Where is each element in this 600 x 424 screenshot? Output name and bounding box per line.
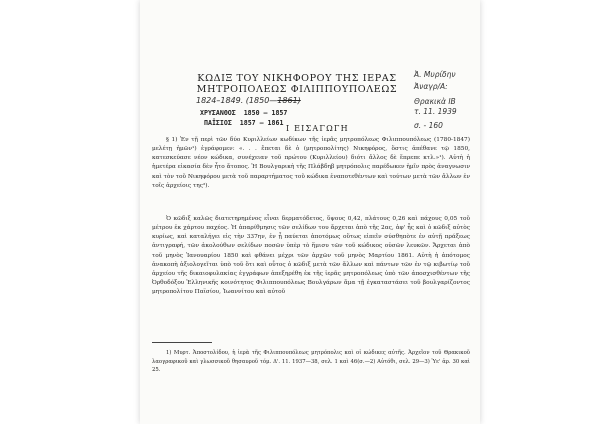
footnote: 1) Μυρτ. Ἀποστολίδου, ἡ ἱερὰ τῆς Φιλιππουπόλεως μητρόπολις καὶ οἱ κώδικες αὐτῆς. Ἀρχεῖον τοῦ Θρακικοῦ λαογραφικοῦ καὶ γλωσσικοῦ θησαυροῦ τόμ. Δ'. 11. 1937—38, σελ. 1 καὶ 46(σ.—2) Αὐτόθι, σελ. 29—3) Ὑε' ἀρ. 30 καὶ 25.: [152, 350, 470, 374]
margin-note-author: Ἀ. Μυρίδην: [414, 70, 456, 79]
paragraph-2: Ὁ κῶδιξ καλῶς διατετηρημένος εἶναι δερματόδετος, ὕψους 0,42, πλάτους 0,26 καὶ πάχους 0,05 τοῦ μέτρου ἐκ χάρτου παχέος. Ἡ ἀπαρίθμησις τῶν σελίδων του ἄρχεται ἀπὸ τῆς 2ας, ἀφ' ἧς καὶ ὁ κῶδιξ αὐτὸς κυρίως, καὶ καταλήγει εἰς τὴν 337ην, ἐν ᾗ παύεται ἀποτόμως οὕτως εἰπεῖν σύσθηπὸτε ἐν αὐτῇ πράξεως ἀντιγραφή, τῶν ἀκολούθων σελίδων ποσῶν ὑπὲρ τὸ ἥμισυ τῶν τοῦ κώδικος οὐσῶν λευκῶν. Ἄρχεται ἀπὸ τοῦ μηνὸς Ἰανουαρίου 1850 καὶ φθάνει μέχρι τῶν ἀρχῶν τοῦ μηνὸς Μαρτίου 1861. Αὐτὴ ἡ ἀπότομος ἀνακοπὴ ἀξιολογεῖται ὑπὸ τοῦ ὅτι καὶ οὗτος ὁ κῶδιξ μετὰ τῶν ἄλλων καὶ πάντων τῶν ἐν τῷ κιβωτίῳ τοῦ ἀρχείου τῆς δικαιοφυλακίας ἐγγράφων ἀπεξηρέθη ἐκ τῆς ἱερᾶς μητροπόλεως ὑπὸ τῶν ἀποσχισθέντων τῆς Ὀρθοδόξου Ἑλληνικῆς κοινότητος Φιλιππουπόλεως Βουλγάρων ἅμα τῇ ἐγκαταστάσει τοῦ βουλγαρίζοντος μητροπολίτου Παϊσίου, Ἰωαννίτου καὶ αὐτοῦ: [152, 216, 470, 296]
paragraph-1: § 1) Ἐν τῇ περὶ τῶν δύο Κυριλλείων κωδίκων τῆς ἱερᾶς μητροπόλεως Φιλιππουπόλεως (1780-1847) μελέτῃ ἡμῶν¹) ἐγράφομεν: «. . . ἕπεται δὲ ὁ (μητροπολίτης) Νικηφόρος, ὅστις ἀπέθανε τῷ 1850, κατεσκεύασε νέον κώδικα, συνέχειαν τοῦ πρώτου (Κυριλλείου) διότι ἄλλος δὲ ἔπρεπε κτλ.»¹). Αὐτὴ ἡ ἡμετέρα εἰκασία δὲν ἦτο ἄτοπος. Ἡ Βουλγαρικὴ τῆς Πλάβδηβ μητρόπολις παρέδωκεν ἡμῖν πρὸς ἀναγνωσιν καὶ τὸν τοῦ Νικηφόρου μετὰ τοῦ παραρτήματος τοῦ κώδικα ἐναποτεθέντων καὶ τούτων μετὰ τῶν ἄλλων ἐν τοῖς ἀρχείοις της²).: [152, 137, 470, 189]
margin-note-reprint: Ἀναγρ/Α:: [414, 82, 448, 91]
margin-note-journal: Θρακικὰ ΙΒ: [414, 97, 456, 106]
stamp-paisios: ΠΑΪΣΙΟΣ 1857 – 1861: [204, 119, 284, 127]
stamp-chrysanthos: ΧΡΥΣΑΝΘΟΣ 1850 – 1857: [200, 109, 288, 117]
document-title-line2: ΜΗΤΡΟΠΟΛΕΩΣ ΦΙΛΙΠΠΟΥΠΟΛΕΩΣ: [196, 84, 398, 95]
footnote-rule: [152, 342, 212, 343]
section-heading: Ι ΕΙΣΑΓΩΓΗ: [286, 124, 349, 133]
document-title-line1: ΚΩΔΙΞ ΤΟΥ ΝΙΚΗΦΟΡΟΥ ΤΗΣ ΙΕΡΑΣ: [197, 73, 397, 84]
handwritten-dates: 1824–1849. (1850—1861): [196, 96, 301, 105]
margin-note-volume: τ. 11. 1939: [414, 107, 457, 116]
margin-note-page: σ. - 160: [414, 121, 443, 130]
